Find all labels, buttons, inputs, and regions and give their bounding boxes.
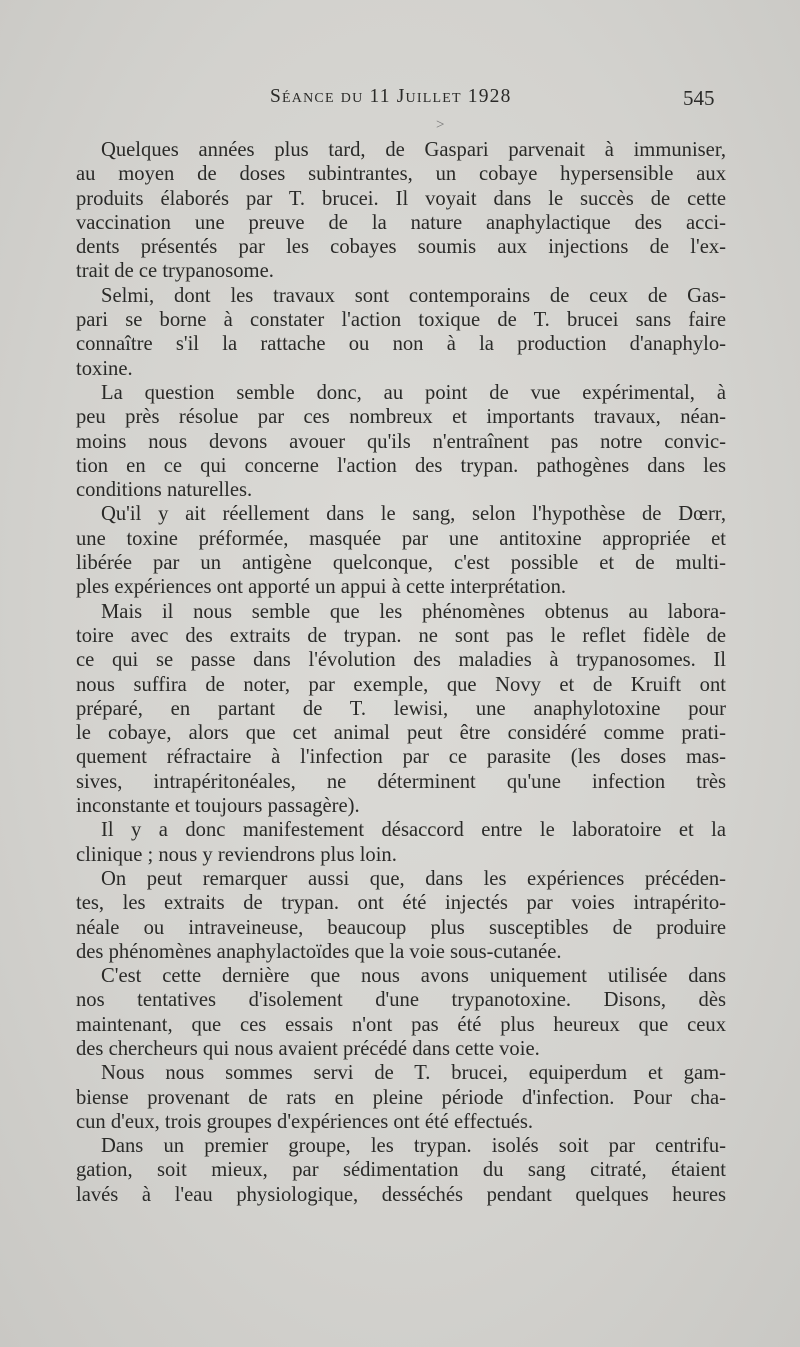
text-line: Quelques années plus tard, de Gaspari parvenait à immuniser, (101, 139, 726, 161)
paragraph (76, 284, 726, 381)
text-line: peu près résolue par ces nombreux et importants travaux, néan- (76, 406, 726, 429)
page-number: 545 (683, 86, 715, 110)
margin-mark: > (436, 117, 445, 133)
text-line: tes, les extraits de trypan. ont été injectés par voies intrapérito- (76, 892, 726, 915)
paragraph (76, 138, 726, 284)
paragraph (76, 381, 726, 502)
body-text (76, 138, 726, 1207)
text-line: néale ou intraveineuse, beaucoup plus susceptibles de produire (76, 916, 726, 939)
text-line: toxine. (76, 357, 133, 380)
text-line: lavés à l'eau physiologique, desséchés pendant quelques heures (76, 1183, 726, 1206)
text-line: nos tentatives d'isolement d'une trypanotoxine. Disons, dès (76, 989, 726, 1012)
text-line: maintenant, que ces essais n'ont pas été plus heureux que ceux (76, 1013, 726, 1036)
text-line: vaccination une preuve de la nature anaphylactique des acci- (76, 211, 726, 234)
paragraph (76, 1134, 726, 1207)
text-line: cun d'eux, trois groupes d'expériences ont été effectués. (76, 1110, 534, 1133)
text-line: produits élaborés par T. brucei. Il voyait dans le succès de cette (76, 187, 726, 210)
paragraph (76, 818, 726, 867)
running-head (0, 86, 800, 116)
text-line: Il y a donc manifestement désaccord entre le laboratoire et la (101, 819, 726, 842)
text-line: nous suffira de noter, par exemple, que Novy et de Kruift ont (76, 673, 726, 696)
text-line: trait de ce trypanosome. (76, 260, 274, 283)
paragraph (76, 867, 726, 964)
text-line: La question semble donc, au point de vue expérimental, à (101, 381, 726, 404)
text-line: dents présentés par les cobayes soumis aux injections de l'ex- (76, 236, 726, 259)
text-line: Dans un premier groupe, les trypan. isolés soit par centrifu- (101, 1135, 726, 1158)
text-line: C'est cette dernière que nous avons uniquement utilisée dans (101, 965, 726, 988)
paragraph (76, 600, 726, 819)
text-line: libérée par un antigène quelconque, c'est possible et de multi- (76, 552, 726, 575)
text-line: On peut remarquer aussi que, dans les expériences précéden- (101, 867, 726, 890)
text-line: inconstante et toujours passagère). (76, 795, 360, 818)
text-line: des chercheurs qui nous avaient précédé dans cette voie. (76, 1037, 540, 1060)
text-line: une toxine préformée, masquée par une antitoxine appropriée et (76, 527, 726, 550)
text-line: clinique ; nous y reviendrons plus loin. (76, 843, 397, 866)
text-line: Qu'il y ait réellement dans le sang, selon l'hypothèse de Dœrr, (101, 503, 726, 526)
text-line: au moyen de doses subintrantes, un cobaye hypersensible aux (76, 163, 726, 186)
text-line: des phénomènes anaphylactoïdes que la voie sous-cutanée. (76, 940, 562, 963)
text-line: quement réfractaire à l'infection par ce parasite (les doses mas- (76, 746, 726, 769)
paragraph (76, 964, 726, 1061)
text-line: pari se borne à constater l'action toxique de T. brucei sans faire (76, 309, 726, 332)
text-line: le cobaye, alors que cet animal peut être considéré comme prati- (76, 722, 726, 745)
paragraph (76, 502, 726, 599)
text-line: Mais il nous semble que les phénomènes obtenus au labora- (101, 600, 726, 623)
text-line: connaître s'il la rattache ou non à la production d'anaphylo- (76, 333, 726, 356)
text-line: Selmi, dont les travaux sont contemporains de ceux de Gas- (101, 284, 726, 307)
paragraph (76, 1061, 726, 1134)
text-line: toire avec des extraits de trypan. ne sont pas le reflet fidèle de (76, 624, 726, 647)
text-line: gation, soit mieux, par sédimentation du sang citraté, étaient (76, 1159, 726, 1182)
text-line: ples expériences ont apporté un appui à cette interprétation. (76, 576, 567, 599)
text-line: préparé, en partant de T. lewisi, une anaphylotoxine pour (76, 697, 726, 720)
text-line: tion en ce qui concerne l'action des trypan. pathogènes dans les (76, 454, 726, 477)
running-head-title: Séance du 11 Juillet 1928 (270, 86, 512, 107)
text-line: Nous nous sommes servi de T. brucei, equiperdum et gam- (101, 1062, 726, 1085)
text-line: moins nous devons avouer qu'ils n'entraînent pas notre convic- (76, 430, 726, 453)
text-line: conditions naturelles. (76, 479, 253, 502)
text-line: biense provenant de rats en pleine période d'infection. Pour cha- (76, 1086, 726, 1109)
text-line: ce qui se passe dans l'évolution des maladies à trypanosomes. Il (76, 649, 726, 672)
text-line: sives, intrapéritonéales, ne déterminent qu'une infection très (76, 770, 726, 793)
